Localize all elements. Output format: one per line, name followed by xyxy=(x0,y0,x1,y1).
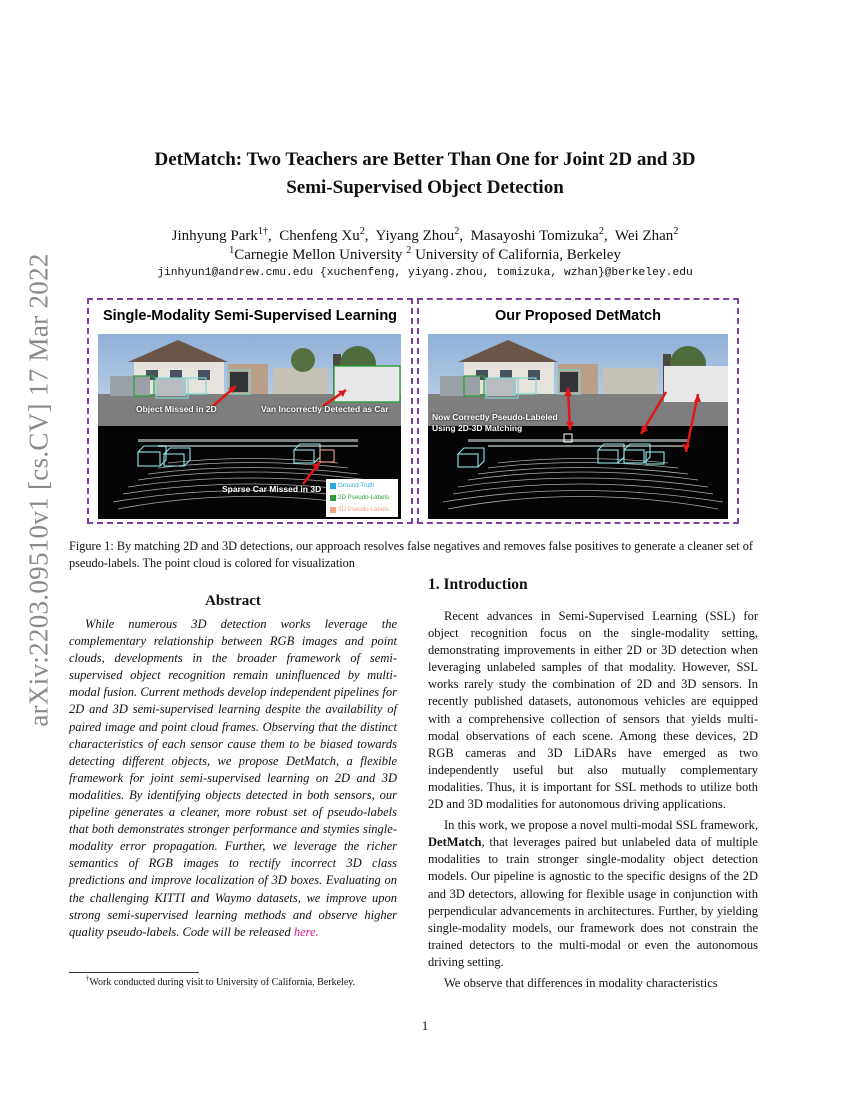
author: Yiyang Zhou$^2$ xyxy=(375,226,460,244)
figure-panel-left xyxy=(87,298,413,524)
author-list: Jinhyung Park$^{1\dagger}$, Chenfeng Xu$^2$, Yiyang Zhou$^2$, Masayoshi Tomizuka$^2$, Wei Zhan$^2$ xyxy=(171,226,679,244)
title-line-1: DetMatch: Two Teachers are Better Than One for Joint 2D and 3D xyxy=(154,149,696,170)
title-line-2: Semi-Supervised Object Detection xyxy=(286,177,564,198)
abstract-body: While numerous 3D detection works leverage the complementary relationship between RGB images and point clouds, developments in the broader framework of semi-supervised object recognition remain uninfluenced by multi-modal fusion. Current methods develop independent pipelines for 2D and 3D semi-supervised learning despite the availability of paired image and point cloud frames. Observing that the distinct characteristics of each sensor cause them to be biased towards detecting different objects, we propose DetMatch, a flexible framework for joint semi-supervised learning on 2D and 3D modalities. By identifying objects detected in both sensors, our pipeline generates a cleaner, more robust set of pseudo-labels that both demonstrates stronger performance and stymies single-modality error propagation. Further, we leverage the richer semantics of RGB images to rectify incorrect 3D class predictions and improve localization of 3D boxes. Evaluating on the challenging KITTI and Waymo datasets, we improve upon strong semi-supervised learning methods and observe higher quality pseudo-labels. Code will be released here. xyxy=(69,617,397,939)
figure-caption: Figure 1: By matching 2D and 3D detections, our approach resolves false negatives and removes false positives to generate a cleaner set of pseudo-labels. The point cloud is colored for visualization xyxy=(69,539,753,570)
panel-title-left: Single-Modality Semi-Supervised Learning xyxy=(102,308,398,324)
figure-panel-right xyxy=(417,298,739,524)
footnote: †Work conducted during visit to University of California, Berkeley. xyxy=(86,975,356,988)
arxiv-stamp: arXiv:2203.09510v1 [cs.CV] 17 Mar 2022 xyxy=(23,253,54,727)
legend xyxy=(338,480,389,516)
legend-ground-truth: Ground Truth xyxy=(338,482,375,489)
code-link[interactable]: here. xyxy=(293,924,319,939)
introduction-heading: 1. Introduction xyxy=(428,576,528,593)
author: Wei Zhan$^2$ xyxy=(614,226,679,244)
footnote-divider xyxy=(69,972,199,973)
scene-image-left xyxy=(98,334,401,519)
scene-image-right xyxy=(428,334,728,519)
label-van-incorrect: Van Incorrectly Detected as Car xyxy=(261,404,389,414)
page-number: 1 xyxy=(421,1018,429,1033)
intro-paragraph-2: In this work, we propose a novel multi-modal SSL framework, DetMatch, that leverages paired but unlabeled data of multiple modalities to train stronger single-modality object detection models. Our pipeline is agnostic to the specific designs of the 2D and 3D detectors, allowing for flexible usage in conjunction with perpendicular advancements in architectures. Further, by yielding single-modality models, our framework does not constrain the trained detectors to the multi-modal or even the autonomous driving setting. xyxy=(428,818,758,969)
author: Masayoshi Tomizuka$^2$ xyxy=(470,226,604,244)
figure-1 xyxy=(87,298,739,526)
author-emails: jinhyun1@andrew.cmu.edu {xuchenfeng, yiyang.zhou, tomizuka, wzhan}@berkeley.edu xyxy=(157,267,693,279)
abstract-section xyxy=(69,593,397,941)
panel-title-right: Our Proposed DetMatch xyxy=(495,308,661,324)
introduction-section xyxy=(428,576,758,996)
author: Jinhyung Park$^{1\dagger}$ xyxy=(171,226,269,244)
intro-paragraph-1: Recent advances in Semi-Supervised Learning (SSL) for object recognition focus on the single-modality setting, demonstrating improvements in either 2D or 3D detection when leveraging unlabeled samples of that modality. However, SSL works rarely study the combination of 2D and 3D sensors. In recently published datasets, autonomous vehicles are equipped with a comprehensive collection of sensors that yields multi-modal observations of each scene. Among these devices, 2D RGB cameras and 3D LiDARs have emerged as two independently useful but also mutually complementary modalities. Thus, it is important for SSL methods to utilize both 2D and 3D modalities for autonomous driving applications. xyxy=(428,609,758,812)
abstract-heading: Abstract xyxy=(205,593,261,609)
paper-title xyxy=(100,146,750,202)
legend-2d-pseudo: 2D Pseudo-Labels xyxy=(338,494,389,501)
author: Chenfeng Xu$^2$ xyxy=(279,226,365,244)
intro-paragraph-3: We observe that differences in modality characteristics xyxy=(444,975,718,990)
label-now-correct: Now Correctly Pseudo-Labeled Using 2D-3D Matching xyxy=(432,412,558,433)
label-sparse-car: Sparse Car Missed in 3D xyxy=(222,484,322,494)
affiliations: $^1$Carnegie Mellon University $^2$ University of California, Berkeley xyxy=(229,245,621,263)
label-object-missed: Object Missed in 2D xyxy=(136,404,217,414)
legend-3d-pseudo: 3D Pseudo-Labels xyxy=(338,506,389,513)
